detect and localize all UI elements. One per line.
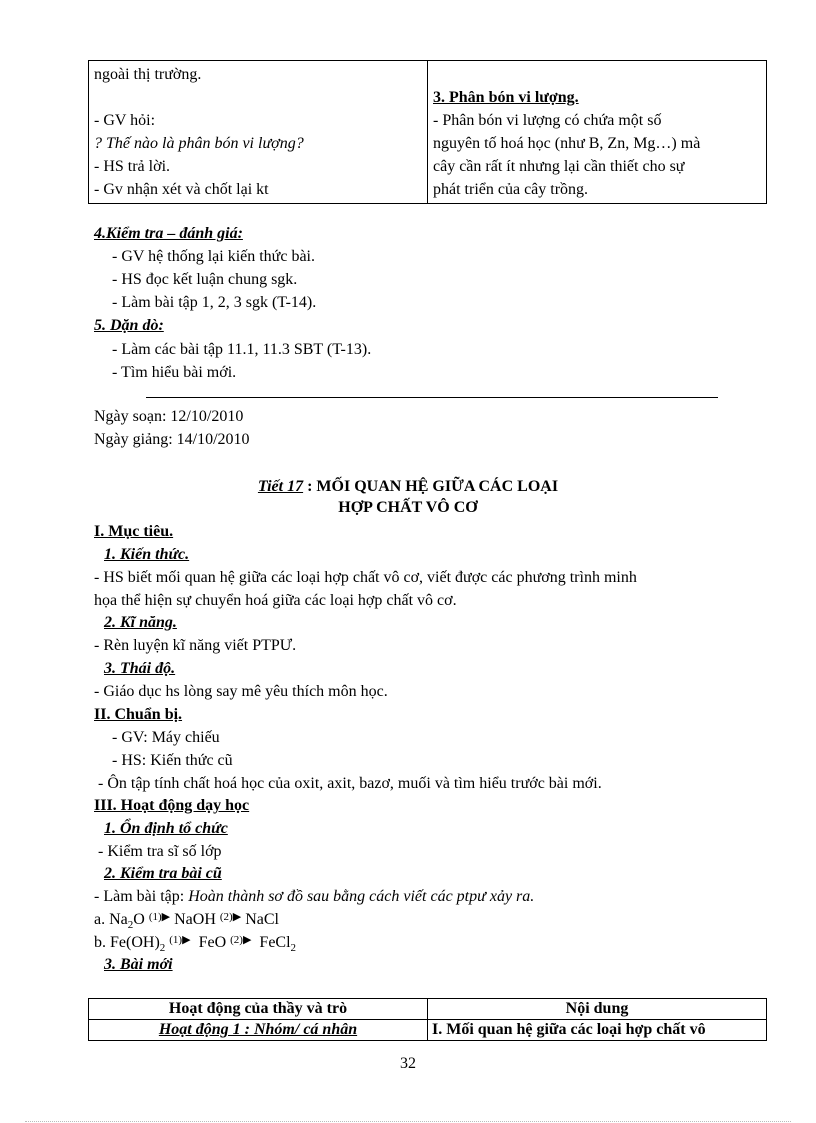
scheme-b: b. $Fe(OH)_2$ $^{(1)▶}$ FeO $^{(2)▶}$ FeCl$_2$: [94, 934, 297, 955]
list-item: - GV: Máy chiếu: [112, 729, 220, 746]
text-line: - Ôn tập tính chất hoá học của oxit, axit, bazơ, muối và tìm hiểu trước bài mới.: [98, 775, 602, 792]
page-number: 32: [400, 1055, 416, 1072]
page-border: [25, 1121, 791, 1122]
heading-chuan-bi: II. Chuẩn bị.: [94, 706, 183, 723]
text-line: - HS biết mối quan hệ giữa các loại hợp chất vô cơ, viết được các phương trình minh: [94, 569, 637, 586]
table-cell-left: [89, 61, 428, 204]
subheading-on-dinh: 1. Ổn định tổ chức: [104, 820, 228, 837]
lesson-title-line2: HỢP CHẤT VÔ CƠ: [338, 499, 478, 516]
text-line: - GV hỏi:: [94, 112, 156, 129]
table-header: Hoạt động của thầy và trò: [89, 999, 428, 1020]
list-item: - Tìm hiểu bài mới.: [112, 364, 237, 381]
content-table-top: [88, 60, 767, 204]
section-heading: 3. Phân bón vi lượng.: [433, 89, 579, 106]
text-line: - Gv nhận xét và chốt lại kt: [94, 181, 269, 198]
text-line: [94, 86, 422, 109]
text-line: phát triển của cây trồng.: [433, 181, 589, 198]
text-line: nguyên tố hoá học (như B, Zn, Mg…) mà: [433, 135, 701, 152]
table-cell: Hoạt động 1 : Nhóm/ cá nhân: [89, 1020, 428, 1041]
list-item: - HS: Kiến thức cũ: [112, 752, 233, 769]
separator-line: [146, 397, 718, 398]
text-line: - Giáo dục hs lòng say mê yêu thích môn học.: [94, 683, 388, 700]
table-cell-right: [428, 61, 767, 204]
date-prepared: Ngày soạn: 12/10/2010: [94, 408, 244, 425]
arrow-icon: ▶: [161, 911, 171, 923]
arrow-icon: ▶: [182, 934, 191, 946]
subheading-ki-nang: 2. Kĩ năng.: [104, 614, 177, 631]
list-item: - GV hệ thống lại kiến thức bài.: [112, 248, 315, 265]
list-item: - Làm các bài tập 11.1, 11.3 SBT (T-13).: [112, 341, 372, 358]
text-line: - Kiểm tra sĩ số lớp: [98, 843, 222, 860]
section-heading-kiem-tra: 4.Kiểm tra – đánh giá:: [94, 225, 243, 242]
subheading-thai-do: 3. Thái độ.: [104, 660, 176, 677]
list-item: - HS đọc kết luận chung sgk.: [112, 271, 298, 288]
exercise-line: - Làm bài tập: Hoàn thành sơ đồ sau bằng cách viết các ptpư xảy ra.: [94, 888, 535, 905]
table-cell: I. Mối quan hệ giữa các loại hợp chất vô: [428, 1020, 767, 1041]
lesson-number: Tiết 17: [257, 478, 304, 495]
arrow-icon: ▶: [232, 911, 242, 923]
scheme-a: a. $Na_2O$ $^{(1)▶}$ NaOH $^{(2)▶}$ NaCl: [94, 911, 279, 932]
subheading-kien-thuc: 1. Kiến thức.: [104, 546, 190, 563]
list-item: - Làm bài tập 1, 2, 3 sgk (T-14).: [112, 294, 317, 311]
text-line: - Phân bón vi lượng có chứa một số: [433, 112, 662, 129]
text-line: - Rèn luyện kĩ năng viết PTPƯ.: [94, 637, 297, 654]
subheading-kiem-tra: 2. Kiểm tra bài cũ: [104, 865, 222, 882]
text-line: cây cần rất ít nhưng lại cần thiết cho sự: [433, 158, 685, 175]
section-heading-dan-do: 5. Dặn dò:: [94, 317, 164, 334]
heading-hoat-dong: III. Hoạt động dạy học: [94, 797, 250, 814]
question-line: ? Thế nào là phân bón vi lượng?: [94, 135, 304, 152]
text-line: ngoài thị trường.: [94, 66, 202, 83]
subheading-bai-moi: 3. Bài mới: [104, 956, 173, 973]
date-taught: Ngày giảng: 14/10/2010: [94, 431, 250, 448]
text-line: họa thể hiện sự chuyển hoá giữa các loại hợp chất vô cơ.: [94, 592, 457, 609]
lesson-title: Tiết 17 : MỐI QUAN HỆ GIỮA CÁC LOẠI: [257, 478, 559, 495]
arrow-icon: ▶: [242, 934, 252, 946]
table-header: Nội dung: [428, 999, 767, 1020]
text-line: - HS trả lời.: [94, 158, 171, 175]
heading-muc-tieu: I. Mục tiêu.: [94, 523, 174, 540]
activity-table: [88, 998, 767, 1041]
